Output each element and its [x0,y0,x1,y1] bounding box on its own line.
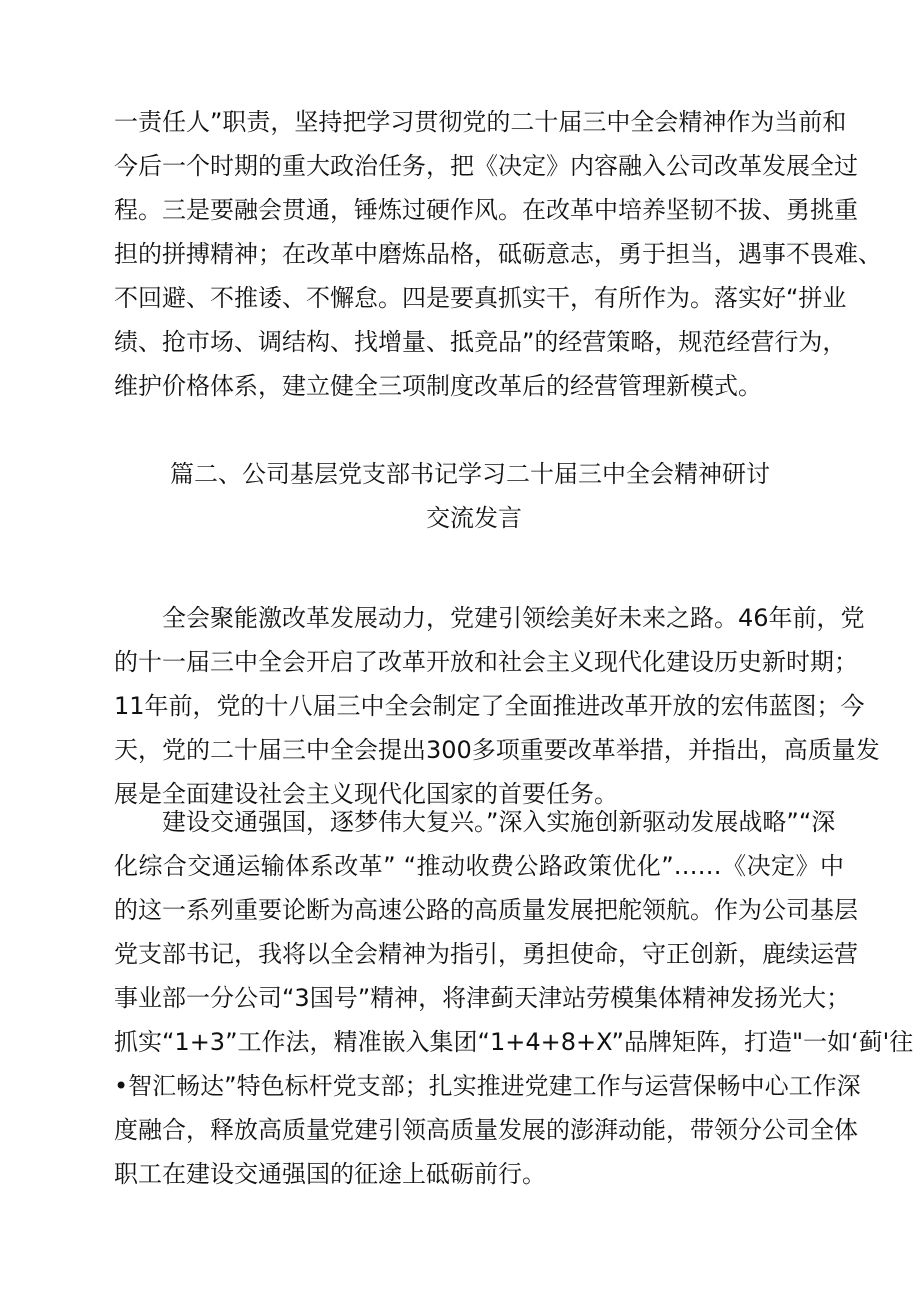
body-text-line: 职工在建设交通强国的征途上砥砺前行。 [114,1160,546,1188]
body-text-line: 天，党的二十届三中全会提出300多项重要改革举措，并指出，高质量发 [114,736,880,764]
body-text-line: 不回避、不推诿、不懈怠。四是要真抓实干，有所作为。落实好“拼业 [114,284,847,312]
body-text-line: 度融合，释放高质量党建引领高质量发展的澎湃动能，带领分公司全体 [114,1116,858,1144]
body-text-line: 程。三是要融会贯通，锤炼过硬作风。在改革中培养坚韧不拔、勇挑重 [114,196,858,224]
body-text-line: 全会聚能激改革发展动力，党建引领绘美好未来之路。46年前，党 [162,604,865,632]
body-text-line: 担的拼搏精神；在改革中磨炼品格，砥砺意志，勇于担当，遇事不畏难、 [114,240,882,268]
body-text-line: 化综合交通运输体系改革” “推动收费公路政策优化”……《决定》中 [114,852,844,880]
body-text-line: 党支部书记，我将以全会精神为指引，勇担使命，守正创新，鹿续运营 [114,940,858,968]
section-title-line1: 篇二、公司基层党支部书记学习二十届三中全会精神研讨 [170,460,770,488]
body-text-line: 维护价格体系，建立健全三项制度改革后的经营管理新模式。 [114,372,762,400]
section-title-line2: 交流发言 [426,504,522,532]
body-text-line: 展是全面建设社会主义现代化国家的首要任务。 [114,780,618,808]
body-text-line: 一责任人”职责，坚持把学习贯彻党的二十届三中全会精神作为当前和 [114,108,847,136]
body-text-line: 绩、抢市场、调结构、找增量、抵竞品”的经营策略，规范经营行为， [114,328,847,356]
body-text-line: 11年前，党的十八届三中全会制定了全面推进改革开放的宏伟蓝图；今 [114,692,865,720]
body-text-line: 的这一系列重要论断为高速公路的高质量发展把舵领航。作为公司基层 [114,896,858,924]
body-text-line: 建设交通强国，逐梦伟大复兴。”深入实施创新驱动发展战略”“深 [162,808,836,836]
body-text-line: 事业部一分公司“3国号”精神，将津蓟天津站劳模集体精神发扬光大； [114,984,851,1012]
body-text-line: •智汇畅达”特色标杆党支部；扎实推进党建工作与运营保畅中心工作深 [114,1072,861,1100]
body-text-line: 的十一届三中全会开启了改革开放和社会主义现代化建设历史新时期； [114,648,858,676]
body-text-line: 抓实“1+3”工作法，精准嵌入集团“1+4+8+X”品牌矩阵，打造"一如‘蓟'往 [114,1028,914,1056]
body-text-line: 今后一个时期的重大政治任务，把《决定》内容融入公司改革发展全过 [114,152,858,180]
